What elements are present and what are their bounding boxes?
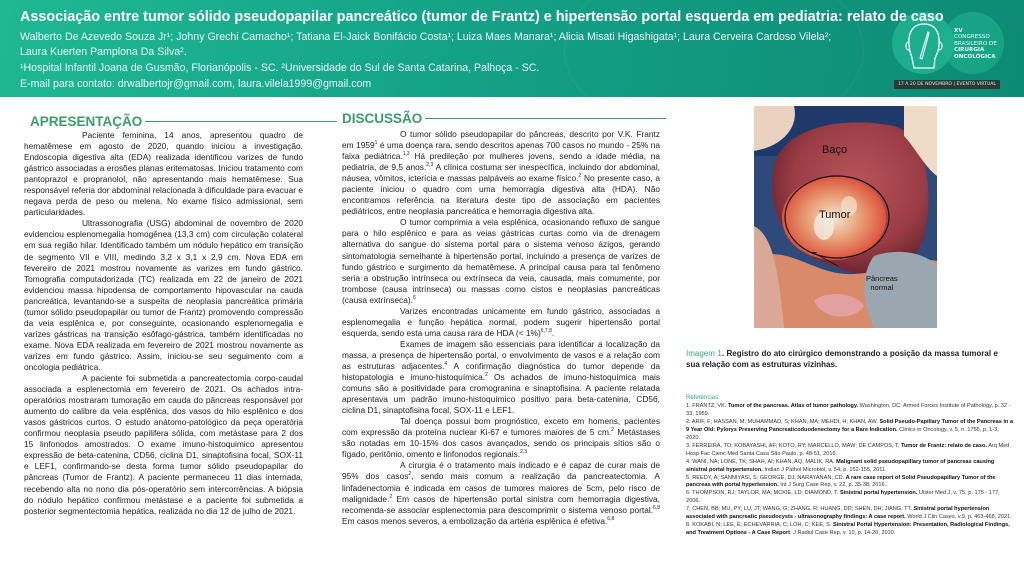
reference-bold: Malignant solid pseudopapillary tumor of pancreas causing sinistral portal hypertension. — [686, 458, 995, 473]
reference-pre: 3. FERREIRA, TO; KOBAYASHI, AF; KOTO, RY; MARCELLO, MAW; DE CAMPOS, T. — [686, 442, 901, 449]
discussao-body — [342, 129, 660, 527]
paragraph-text: Os achados de imuno-histoquímica mais comuns são a positividade para cromogranina e sinaptofisina. A paciente relatada apresentava um padrão imuno-histoquímico positivo para beta-catenina, CD56, ciclina D1, sinaptofisina focal, SOX-11 e LEF1. — [342, 372, 660, 416]
label-tumor: Tumor — [819, 209, 851, 221]
section-divider — [425, 118, 666, 119]
caption-text: . Registro do ato cirúrgico demonstrando a posição da massa tumoral e sua relação com as estruturas vizinhas. — [686, 349, 998, 369]
reference-pre: 4. WANI, NA; LONE, TK; SHAH, AI; KHAN, AQ, MALIK, RA. — [686, 458, 837, 465]
reference-bold: Sinistral portal hypertension associated with pancreatic pseudocysts - ultrasonography findings: A case report. — [686, 506, 990, 521]
reference-item — [686, 506, 1014, 522]
event-dates: 17 A 20 DE NOVEMBRO | EVENTO VIRTUAL — [894, 80, 1000, 89]
section-title-apresentacao — [30, 114, 337, 129]
paragraph: Ultrassonografia (USG) abdominal de novembro de 2020 evidenciou esplenomegalia homogênea (13,3 cm) com circulação colateral em sua região hilar. Identificado também um nódulo hepático em transição de segmento VII e VIII, medindo 3,2 x 3,1 x 2,9 cm. Nova EDA em fevereiro de 2021 mostrou novamente as varizes em fundo gástrico. Tomografia computadorizada (TC) realizada em 22 de janeiro de 2021 evidenciou massa hipodensa de comportamento hipovascular na cauda pancreática, levantando-se a suspeita de neoplasia pancreática primária (tumor sólido pseudopapilar ou tumor de Frantz) promovendo compressão da veia esplênica e, por conseguinte, ocasionando esplenomegalia e varizes gástricas na transição esôfago-gástrica, também identificadas no exame. Nova EDA realizada em fevereiro de 2021 mostrou novamente as varizes em fundo gástrico. Assim, iniciou-se seu seguimento com a oncologia pediátrica. — [24, 218, 303, 372]
apresentacao-body — [24, 130, 303, 517]
reference-post: World J Clin Cases, v.9, p. 463-468, 2021. — [905, 514, 1012, 521]
citation-superscript: 2 — [389, 493, 393, 500]
citation-superscript: 6,8 — [607, 515, 615, 522]
citation-superscript: 1,3 — [402, 151, 410, 158]
paragraph — [342, 217, 660, 305]
reference-item — [686, 475, 1014, 491]
reference-item — [686, 443, 1014, 459]
poster-header — [0, 0, 1024, 97]
paragraph — [342, 306, 660, 339]
paragraph-text: A cirurgia é o tratamento mais indicado e é capaz de curar mais de 95% dos casos — [342, 460, 660, 482]
reference-post: Int J Surg Case Rep, v. 22, p. 35-38, 2016. — [778, 482, 887, 489]
reference-pre: 5. REEDY, A; SANNIYASI, S; GEORGE, DJ, NARAYANAN, CD. — [686, 474, 846, 481]
section-heading: DISCUSSÃO — [342, 111, 423, 126]
reference-bold: Solid Pseudo-Papillary Tumor of the Pancreas in a 9 Year Old: Pylorys Preserving Pancreaticoduodenectomy for a Rare Indication. — [686, 419, 1013, 434]
authors-line-2: Laura Kuerten Pamplona Da Silva². — [20, 46, 187, 58]
label-pancreas — [866, 274, 898, 292]
logo-line-2: CONGRESSO — [954, 34, 990, 41]
paragraph — [342, 460, 660, 526]
citation-superscript: 4 — [444, 361, 448, 368]
affiliations: ¹Hospital Infantil Joana de Gusmão, Florianópolis - SC. ²Universidade do Sul de Santa Catarina, Palhoça - SC. — [20, 62, 540, 74]
paragraph-text: . — [551, 327, 555, 338]
logo-line-5: ONCOLÓGICA — [954, 53, 996, 60]
reference-item — [686, 490, 1014, 506]
references-list — [686, 403, 1014, 537]
citation-superscript: 2 — [485, 372, 488, 379]
paragraph-text: A clínica costuma ser inespecífica, incluindo dor abdominal, náusea, vômitos, icterícia e massas palpáveis ao exame físico. — [342, 162, 660, 184]
reference-pre: 6. THOMPSON, RJ; TAYLOR, MA; MCKIE, LD; DIAMOND, T. — [686, 490, 840, 497]
section-title-discussao — [342, 111, 666, 126]
head-scalpel-icon — [902, 20, 946, 72]
paragraph-text: Tal doença possui bom prognóstico, exceto em homens, pacientes com expressão da proteína nuclear Ki-67 e tumores maiores de 5 cm. — [342, 416, 660, 438]
reference-post: Clinics in Oncology, v. 5, n. 1755, p. 1-3, 2020. — [686, 427, 999, 442]
paragraph — [342, 129, 660, 217]
paragraph-text: Exames de imagem são essenciais para identificar a localização da massa, a presença de hipertensão portal, o envolvimento de vasos e a relação com as estruturas adjacentes. — [342, 338, 660, 371]
reference-item — [686, 403, 1014, 419]
figure-caption — [686, 348, 998, 370]
reference-post: Arq Med Hosp Fac Cienc Med Santa Casa São Paulo, p. 48-51, 2016. — [686, 442, 1010, 457]
poster-title: Associação entre tumor sólido pseudopapilar pancreático (tumor de Frantz) e hipertensão portal esquerda em pediatria: relato de caso — [20, 9, 944, 25]
reference-bold: Sinistral portal hypertension. — [839, 490, 918, 497]
citation-superscript: 2 — [611, 427, 615, 434]
paragraph-text: , sendo mais comum a realização da pancreatectomia. A linfadenectomia é indicada em casos de tumores maiores de 5cm, pelo risco de malignidade. — [342, 471, 660, 504]
citation-superscript: 2 — [408, 471, 412, 478]
reference-bold: A rare case report of Solid Pseudopapillary Tumor of the pancreas with portal hypertension. — [686, 474, 996, 489]
citation-superscript: 2,3 — [520, 449, 528, 456]
reference-bold: Tumor of the pancreas. Atlas of tumor pathology. — [727, 403, 859, 410]
reference-post: Washington, DC: Armed Forces Institute of Pathology, p. 32 - 33, 1959. — [686, 403, 1011, 418]
reference-bold: Sinistral Portal Hypertension: Presentation, Radiological Findings, and Treatment Options - A Case Report — [686, 522, 1010, 536]
citation-superscript: 6,7,8 — [540, 328, 552, 335]
paragraph-text: No presente caso, a paciente iniciou o quadro com uma hemorragia digestiva alta (HDA). Não encontramos referência na literatura deste tipo de associação em pacientes pediátricos, entre neoplasia pancreática e hemorragia digestiva alta. — [342, 173, 660, 217]
section-heading: APRESENTAÇÃO — [30, 114, 143, 129]
authors-line-1: Walberto De Azevedo Souza Jr¹; Johny Grechi Camacho¹; Tatiana El-Jaick Bonifácio Costa¹; Luiza Maes Manara¹; Alicia Misati Higashigata¹; Laura Cerveira Cardoso Vilela²; — [20, 31, 832, 43]
reference-pre: 2. ARIF, F; HASSAN, M; MUHAMMAD, S; KHAN, MA; MEHDI, H; KHAN, AW. — [686, 419, 880, 426]
paragraph-text: Varizes encontradas unicamente em fundo gástrico, associadas a esplenomegalia e função hepática normal, podem sugerir hipertensão portal esquerda, sendo esta uma causa rara de HDA (< 1%) — [342, 305, 660, 338]
section-divider — [145, 121, 337, 122]
paragraph-text: Metástases são notadas em 10-15% dos casos avançados, sendo os principais sítios são o fígado, peritônio, omento e linfonodos regionais. — [342, 427, 660, 460]
logo-text — [954, 28, 997, 60]
paragraph-text: O tumor sólido pseudopapilar do pâncreas, descrito por V.K. Frantz em 1959 — [342, 129, 660, 151]
citation-superscript: 6 — [412, 294, 416, 301]
paragraph: Paciente feminina, 14 anos, apresentou quadro de hematêmese em agosto de 2020, quando iniciou a investigação. Endoscopia digestiva alta (EDA) realizada identificou varizes de fundo gástrico associadas a erosões planas eritematosas. Iniciou tratamento com pantoprazol e propranolol, não apresentando mais hematêmese. Sua responsável referia dor abdominal relacionada à dificuldade para evacuar e negava perda de peso ou melena. No exame físico admissional, sem particularidades. — [24, 130, 303, 218]
logo-line-4: CIRURGIA — [954, 47, 985, 54]
paragraph — [342, 339, 660, 416]
reference-pre: 1. FRANTZ, VK. — [686, 403, 728, 410]
label-spleen: Baço — [822, 144, 848, 156]
paragraph-text: Em casos menos severos, a embolização da artéria esplênica é efetiva. — [342, 515, 608, 526]
reference-item — [686, 419, 1014, 443]
reference-post: . J Radiol Case Rep, v. 10, p. 14-20, 2010. — [790, 529, 896, 536]
references-title: Referências: — [686, 395, 720, 401]
paragraph-text: Em casos de hipertensão portal sinistra com hemorragia digestiva, recomenda-se associar esplenectomia para descomprimir o sistema venoso portal. — [342, 493, 660, 515]
reference-bold: Tumor de Frantz: relato de caso. — [900, 442, 987, 449]
contact-email: E-mail para contato: drwalbertojr@gmail.com, laura.vilela1999@gmail.com — [20, 78, 372, 90]
citation-superscript: 2,3 — [426, 162, 434, 169]
reference-pre: 7. CHEN, BB; MU, PY; LU, JT; WANG, G; ZHANG, R; HUANG, DD; SHEN, DH; JIANG, TT. — [686, 506, 914, 513]
paragraph-text: é uma doença rara, sendo descritos apenas 700 casos no mundo - 25% na faixa pediátrica. — [342, 140, 660, 162]
reference-pre: 8. KOKABI, N; LEE, E; ECHEVARRIA, C; LOH, C; KEE, S. — [686, 522, 833, 528]
label-pancreas-line-1: Pâncreas — [866, 274, 898, 283]
reference-post: Indian J Pathol Microbiol, v. 54, p. 152-155, 2011. — [762, 466, 887, 473]
surgical-photo — [754, 106, 937, 328]
paragraph-text: A confirmação diagnóstica do tumor depende da histopatologia e imuno-histoquímica. — [342, 360, 660, 383]
caption-label: Imagem 1 — [686, 349, 722, 358]
paragraph-text: O tumor comprimia a veia esplênica, ocasionando refluxo de sangue para o hilo esplênico e para as veias gástricas curtas como via de drenagem alternativa do sangue do sistema portal para o sistema venoso ázigos, gerando sintomatologia semelhante à hipertensão portal, incluindo a presença de varizes de fundo gástrico e surgimento da hematêmese. A principal causa para tal fenômeno seria a obstrução intrínseca ou extrínseca da veia, causada, mais comumente, por trombose (causa intrínseca) ou massas como cistos e neoplasias pancreáticas (causa extrínseca). — [342, 217, 660, 305]
paragraph — [342, 416, 660, 460]
citation-superscript: 2 — [578, 173, 582, 180]
paragraph: A paciente foi submetida a pancreatectomia corpo-caudal associada a esplenectomia em fevereiro de 2021. Os achados intra-operatórios mostraram tumoração em cauda do pâncreas responsável por aumento do calibre da veia esplênica, dos vasos do hilo esplênico e dos vasos gástricos curtos. O estudo anátomo-patológico da peça operatória confirmou neoplasia pseudo papilifera sólida, com metástase para 2 dos 15 linfonodos amostrados. O exame imuno-histoquimico apresentou expressão de beta-catenina, CD56, ciclina D1, sinaptofisina focal, SOX-11 e LEF1, confirmando-se desta forma tumor sólido pseudopapilar do pâncreas (Tumor de Frantz). A paciente permaneceu 11 dias internada, recebendo alta no nono dia pós-operatório sem intercorrências. A biópsia do nódulo hepático confirmou metástase e a paciente foi submetida a posterior segmentectomia hepática, realizada no dia 12 de julho de 2021. — [24, 373, 303, 516]
logo-edition: XV — [954, 28, 963, 34]
citation-superscript: 1 — [374, 140, 378, 147]
references — [686, 395, 1014, 538]
citation-superscript: 6,8 — [653, 504, 660, 511]
reference-post: Ulster Med J, v. 75, p. 175 - 177, 2006. — [686, 490, 1000, 505]
reference-item — [686, 459, 1014, 475]
reference-item — [686, 522, 1014, 538]
logo-line-3: BRASILEIRO DE — [954, 40, 997, 47]
paragraph-text: Há predileção por mulheres jovens, sendo a idade média, na pediatria, de 9,5 anos. — [342, 151, 660, 173]
label-pancreas-line-2: normal — [870, 283, 894, 292]
